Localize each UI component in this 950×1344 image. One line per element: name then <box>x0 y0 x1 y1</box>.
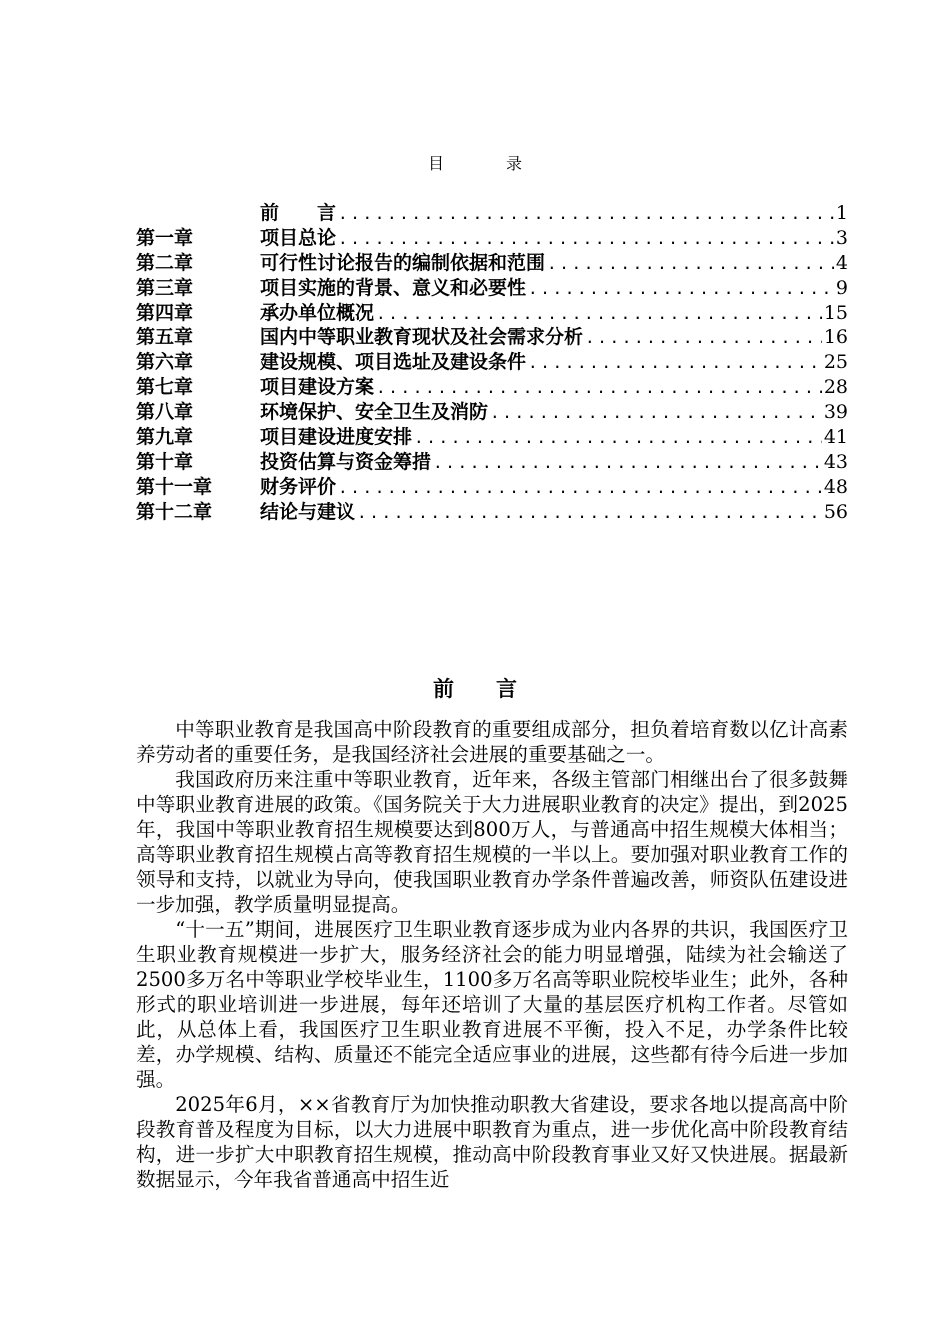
toc-entry-title: 前 言 <box>260 202 337 224</box>
toc-chapter-label: 第十二章 <box>136 500 213 523</box>
toc-entry-title: 项目实施的背景、意义和必要性 <box>260 276 527 299</box>
toc-chapter-label: 第一章 <box>136 226 194 249</box>
toc-entry-title: 项目建设方案 <box>260 376 375 399</box>
toc-dot-leader <box>338 227 834 252</box>
toc-dot-leader <box>528 277 834 302</box>
toc-entry-title: 投资估算与资金筹措 <box>260 450 432 473</box>
toc-entry[interactable] <box>136 301 848 326</box>
toc-page-number: 28 <box>823 376 848 399</box>
toc-dot-leader <box>414 426 822 451</box>
toc-entry-title: 结论与建议 <box>260 500 356 523</box>
toc-entry[interactable] <box>136 425 848 450</box>
toc-entry[interactable] <box>136 226 848 251</box>
toc-page-number: 1 <box>835 202 848 224</box>
toc-page-number: 56 <box>823 500 848 523</box>
toc-entry[interactable] <box>136 450 848 475</box>
toc-dot-leader <box>338 202 834 227</box>
preface-body <box>136 717 848 1192</box>
toc-chapter-label: 第二章 <box>136 251 194 274</box>
toc-entry-title: 项目总论 <box>260 226 337 249</box>
toc-page-number: 16 <box>823 326 848 349</box>
toc-title-right: 录 <box>506 154 523 173</box>
toc-chapter-label: 第十一章 <box>136 475 213 498</box>
table-of-contents <box>136 201 848 525</box>
toc-page-number: 9 <box>835 276 848 299</box>
toc-entry[interactable] <box>136 201 848 226</box>
toc-page-number: 39 <box>823 401 848 424</box>
toc-page-number: 3 <box>835 226 848 249</box>
toc-dot-leader <box>433 451 822 476</box>
toc-entry-title: 项目建设进度安排 <box>260 426 413 449</box>
toc-dot-leader <box>338 476 822 501</box>
toc-dot-leader <box>585 326 822 351</box>
toc-page-number: 25 <box>823 351 848 374</box>
preface-paragraph: “十一五”期间，进展医疗卫生职业教育逐步成为业内各界的共识，我国医疗卫生职业教育规模进一步扩大，服务经济社会的能力明显增强，陆续为社会输送了2500多万名中等职业学校毕业生，1100多万名高等职业院校毕业生；此外，各种形式的职业培训进一步进展，每年还培训了大量的基层医疗机构工作者。尽管如此，从总体上看，我国医疗卫生职业教育进展不平衡，投入不足，办学条件比较差，办学规模、结构、质量还不能完全适应事业的进展，这些都有待今后进一步加强。 <box>136 918 848 1091</box>
toc-entry-title: 财务评价 <box>260 475 337 498</box>
toc-entry[interactable] <box>136 350 848 375</box>
toc-dot-leader <box>357 501 822 526</box>
toc-entry-title: 环境保护、安全卫生及消防 <box>260 401 489 424</box>
toc-page-number: 15 <box>823 301 848 324</box>
preface-paragraph: 中等职业教育是我国高中阶段教育的重要组成部分，担负着培育数以亿计高素养劳动者的重要任务，是我国经济社会进展的重要基础之一。 <box>136 718 848 766</box>
toc-entry[interactable] <box>136 400 848 425</box>
toc-page-number: 48 <box>823 475 848 498</box>
toc-dot-leader <box>490 401 822 426</box>
toc-chapter-label: 第五章 <box>136 326 194 349</box>
preface-heading-left: 前 <box>433 676 454 701</box>
toc-page-number: 41 <box>823 426 848 449</box>
toc-entry-title: 国内中等职业教育现状及社会需求分析 <box>260 326 584 349</box>
toc-chapter-label: 第六章 <box>136 351 194 374</box>
toc-title-left: 目 <box>427 154 444 173</box>
toc-page-number: 43 <box>823 450 848 473</box>
toc-entry[interactable] <box>136 500 848 525</box>
toc-entry[interactable] <box>136 375 848 400</box>
toc-dot-leader <box>547 252 834 277</box>
toc-chapter-label: 第九章 <box>136 426 194 449</box>
toc-chapter-label: 第十章 <box>136 450 194 473</box>
toc-entry[interactable] <box>136 276 848 301</box>
toc-chapter-label: 第七章 <box>136 376 194 399</box>
preface-heading-right: 言 <box>496 676 517 701</box>
toc-page-number: 4 <box>835 251 848 274</box>
toc-chapter-label: 第四章 <box>136 301 194 324</box>
toc-title <box>0 151 950 174</box>
preface-heading <box>0 673 950 703</box>
toc-chapter-label: 第三章 <box>136 276 194 299</box>
toc-chapter-label: 第八章 <box>136 401 194 424</box>
toc-dot-leader <box>528 351 822 376</box>
toc-entry-title: 可行性讨论报告的编制依据和范围 <box>260 251 546 274</box>
toc-entry[interactable] <box>136 475 848 500</box>
preface-paragraph: 我国政府历来注重中等职业教育，近年来，各级主管部门相继出台了很多鼓舞中等职业教育进展的政策。《国务院关于大力进展职业教育的决定》提出，到2025年，我国中等职业教育招生规模要达到800万人，与普通高中招生规模大体相当；高等职业教育招生规模占高等教育招生规模的一半以上。要加强对职业教育工作的领导和支持，以就业为导向，使我国职业教育办学条件普遍改善，师资队伍建设进一步加强，教学质量明显提高。 <box>136 768 848 916</box>
toc-dot-leader <box>376 376 822 401</box>
toc-entry[interactable] <box>136 251 848 276</box>
toc-entry[interactable] <box>136 325 848 350</box>
toc-dot-leader <box>376 302 822 327</box>
toc-entry-title: 承办单位概况 <box>260 301 375 324</box>
toc-entry-title: 建设规模、项目选址及建设条件 <box>260 351 527 374</box>
preface-paragraph: 2025年6月，××省教育厅为加快推动职教大省建设，要求各地以提高高中阶段教育普及程度为目标，以大力进展中职教育为重点，进一步优化高中阶段教育结构，进一步扩大中职教育招生规模，推动高中阶段教育事业又好又快进展。据最新数据显示，今年我省普通高中招生近 <box>136 1093 848 1191</box>
